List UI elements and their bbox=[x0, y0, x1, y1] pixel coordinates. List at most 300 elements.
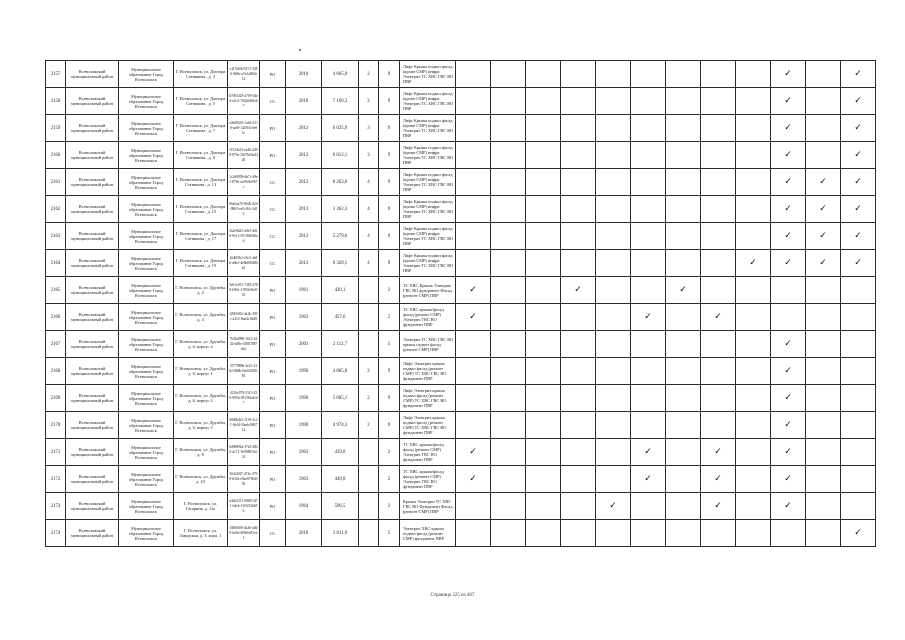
work-flag-cell bbox=[841, 520, 876, 547]
work-flag-cell bbox=[561, 412, 596, 439]
work-flag-cell bbox=[806, 223, 841, 250]
works-description-cell: Крыша Электрич ТС ХВС ГВС ВО Фундамент Фасад (ремонт СМР) ПВР bbox=[400, 493, 456, 520]
work-flag-cell bbox=[631, 115, 666, 142]
checkmark-icon: ✓ bbox=[644, 473, 652, 484]
municipality-cell: Муниципальное образование Город Всеволожск bbox=[119, 61, 174, 88]
work-flag-cell bbox=[526, 331, 561, 358]
table-row bbox=[46, 277, 876, 304]
work-flag-cell bbox=[701, 466, 736, 493]
work-flag-cell bbox=[806, 385, 841, 412]
work-flag-cell bbox=[736, 520, 771, 547]
municipality-cell: Муниципальное образование Город Всеволожск bbox=[119, 250, 174, 277]
checkmark-icon: ✓ bbox=[819, 230, 827, 241]
area-cell: 5 005,1 bbox=[322, 385, 359, 412]
work-flag-cell bbox=[841, 223, 876, 250]
work-flag-cell bbox=[701, 493, 736, 520]
area-cell: 439,8 bbox=[322, 439, 359, 466]
work-flag-cell bbox=[491, 358, 526, 385]
work-flag-cell bbox=[666, 250, 701, 277]
work-flag-cell bbox=[596, 61, 631, 88]
work-flag-cell bbox=[561, 196, 596, 223]
area-cell: 4 885,0 bbox=[322, 358, 359, 385]
work-flag-cell bbox=[771, 466, 806, 493]
row-number: 2166 bbox=[46, 304, 66, 331]
work-flag-cell bbox=[631, 250, 666, 277]
work-flag-cell bbox=[701, 331, 736, 358]
municipality-cell: Муниципальное образование Город Всеволожск bbox=[119, 385, 174, 412]
works-description-cell: Лифт Крыша подвал фасад (кроме СМР) инфра Электрич ТС ХВС ГВС ВО ПВР bbox=[400, 88, 456, 115]
work-flag-cell bbox=[596, 169, 631, 196]
works-description-cell: Лифт Электрич крыша подвал фасад (ремонт СМР) ТС ХВС ГВС ВО фундамент ПВР bbox=[400, 385, 456, 412]
table-row bbox=[46, 88, 876, 115]
work-flag-cell bbox=[561, 304, 596, 331]
floors-min-cell: 4 bbox=[359, 223, 379, 250]
year-cell: 2010 bbox=[286, 61, 322, 88]
floors-min-cell: 4 bbox=[359, 196, 379, 223]
floors-min-cell: 3 bbox=[359, 142, 379, 169]
work-flag-cell bbox=[526, 520, 561, 547]
year-cell: 1963 bbox=[286, 466, 322, 493]
checkmark-icon: ✓ bbox=[749, 257, 757, 268]
work-flag-cell bbox=[631, 88, 666, 115]
checkmark-icon: ✓ bbox=[854, 203, 862, 214]
page-number: Страница 325 из 467 bbox=[430, 593, 475, 598]
checkmark-icon: ✓ bbox=[854, 68, 862, 79]
type-cell: РО bbox=[260, 331, 286, 358]
checkmark-icon: ✓ bbox=[784, 176, 792, 187]
year-cell: 2013 bbox=[286, 223, 322, 250]
checkmark-icon: ✓ bbox=[784, 365, 792, 376]
work-flag-cell bbox=[561, 385, 596, 412]
municipality-cell: Муниципальное образование Город Всеволожск bbox=[119, 223, 174, 250]
type-cell: СС bbox=[260, 88, 286, 115]
work-flag-cell bbox=[631, 331, 666, 358]
work-flag-cell bbox=[806, 331, 841, 358]
type-cell: СС bbox=[260, 223, 286, 250]
work-flag-cell bbox=[771, 88, 806, 115]
work-flag-cell bbox=[596, 277, 631, 304]
address-cell: Г. Всеволожск, ул. Заводская, д. 3, корп. 1 bbox=[174, 520, 228, 547]
work-flag-cell bbox=[736, 169, 771, 196]
work-flag-cell bbox=[596, 331, 631, 358]
work-flag-cell bbox=[491, 196, 526, 223]
work-flag-cell bbox=[561, 169, 596, 196]
area-cell: 6 025,9 bbox=[322, 115, 359, 142]
year-cell: 1961 bbox=[286, 277, 322, 304]
type-cell: РО bbox=[260, 142, 286, 169]
work-flag-cell bbox=[701, 412, 736, 439]
work-flag-cell bbox=[841, 331, 876, 358]
checkmark-icon: ✓ bbox=[854, 149, 862, 160]
area-cell: 3 011,9 bbox=[322, 520, 359, 547]
address-cell: Г. Всеволожск, ул. Доктора Сотникова , д. 15 bbox=[174, 196, 228, 223]
work-flag-cell bbox=[666, 88, 701, 115]
work-flag-cell bbox=[771, 250, 806, 277]
year-cell: 2010 bbox=[286, 520, 322, 547]
work-flag-cell bbox=[806, 466, 841, 493]
work-flag-cell bbox=[666, 115, 701, 142]
district-cell: Всеволожский муниципальный район bbox=[66, 169, 119, 196]
address-cell: Г. Всеволожск, ул. Доктора Сотникова , д. 13 bbox=[174, 169, 228, 196]
checkmark-icon: ✓ bbox=[784, 203, 792, 214]
table-row bbox=[46, 331, 876, 358]
work-flag-cell bbox=[806, 142, 841, 169]
floors-min-cell: 3 bbox=[359, 115, 379, 142]
municipality-cell: Муниципальное образование Город Всеволожск bbox=[119, 358, 174, 385]
row-number: 2174 bbox=[46, 520, 66, 547]
row-number: 2157 bbox=[46, 61, 66, 88]
work-flag-cell bbox=[736, 493, 771, 520]
work-flag-cell bbox=[771, 493, 806, 520]
type-cell: РО bbox=[260, 277, 286, 304]
work-flag-cell bbox=[596, 493, 631, 520]
type-cell: РО bbox=[260, 412, 286, 439]
row-number: 2160 bbox=[46, 142, 66, 169]
work-flag-cell bbox=[666, 169, 701, 196]
floors-min-cell bbox=[359, 439, 379, 466]
area-cell: 457,6 bbox=[322, 304, 359, 331]
work-flag-cell bbox=[526, 358, 561, 385]
work-flag-cell bbox=[631, 466, 666, 493]
table-row bbox=[46, 439, 876, 466]
municipality-cell: Муниципальное образование Город Всеволожск bbox=[119, 88, 174, 115]
work-flag-cell bbox=[666, 142, 701, 169]
floors-max-cell: 2 bbox=[379, 466, 400, 493]
checkmark-icon: ✓ bbox=[784, 149, 792, 160]
row-number: 2168 bbox=[46, 358, 66, 385]
works-description-cell: ТС ХВС крыша/фасад фасад (ремонт СМР) Электрич ГВС ВО фундамент ПВР bbox=[400, 466, 456, 493]
district-cell: Всеволожский муниципальный район bbox=[66, 277, 119, 304]
work-flag-cell bbox=[841, 196, 876, 223]
record-code-cell: 66a5aa70-8620-4fff-9865-ee5cf61c3d12 bbox=[228, 196, 260, 223]
checkmark-icon: ✓ bbox=[679, 284, 687, 295]
address-cell: Г. Всеволожск, ул. Дружбы, д. 4 bbox=[174, 304, 228, 331]
type-cell: СС bbox=[260, 520, 286, 547]
scan-speck bbox=[299, 49, 301, 51]
work-flag-cell bbox=[806, 88, 841, 115]
work-flag-cell bbox=[841, 439, 876, 466]
work-flag-cell bbox=[456, 520, 491, 547]
work-flag-cell bbox=[631, 493, 666, 520]
work-flag-cell bbox=[841, 385, 876, 412]
work-flag-cell bbox=[596, 88, 631, 115]
table-row bbox=[46, 142, 876, 169]
address-cell: Г. Всеволожск, ул. Доктора Сотникова , д. 7 bbox=[174, 115, 228, 142]
work-flag-cell bbox=[806, 250, 841, 277]
year-cell: 2013 bbox=[286, 250, 322, 277]
work-flag-cell bbox=[771, 61, 806, 88]
work-flag-cell bbox=[456, 331, 491, 358]
work-flag-cell bbox=[806, 115, 841, 142]
work-flag-cell bbox=[736, 61, 771, 88]
floors-max-cell: 9 bbox=[379, 142, 400, 169]
area-cell: 5 279,6 bbox=[322, 223, 359, 250]
work-flag-cell bbox=[456, 142, 491, 169]
work-flag-cell bbox=[736, 277, 771, 304]
municipality-cell: Муниципальное образование Город Всеволожск bbox=[119, 439, 174, 466]
record-code-cell: 6d9689b2-f723-4822-a171-5e998816cf2f bbox=[228, 439, 260, 466]
area-cell: 449,8 bbox=[322, 466, 359, 493]
floors-min-cell bbox=[359, 277, 379, 304]
year-cell: 1964 bbox=[286, 493, 322, 520]
work-flag-cell bbox=[701, 169, 736, 196]
work-flag-cell bbox=[736, 223, 771, 250]
work-flag-cell bbox=[456, 493, 491, 520]
work-flag-cell bbox=[596, 385, 631, 412]
floors-max-cell: 9 bbox=[379, 412, 400, 439]
work-flag-cell bbox=[456, 358, 491, 385]
table-row bbox=[46, 385, 876, 412]
year-cell: 2001 bbox=[286, 331, 322, 358]
work-flag-cell bbox=[701, 142, 736, 169]
table-row bbox=[46, 304, 876, 331]
district-cell: Всеволожский муниципальный район bbox=[66, 61, 119, 88]
work-flag-cell bbox=[491, 493, 526, 520]
district-cell: Всеволожский муниципальный район bbox=[66, 439, 119, 466]
work-flag-cell bbox=[841, 250, 876, 277]
work-flag-cell bbox=[491, 385, 526, 412]
row-number: 2163 bbox=[46, 223, 66, 250]
checkmark-icon: ✓ bbox=[784, 473, 792, 484]
work-flag-cell bbox=[701, 520, 736, 547]
work-flag-cell bbox=[841, 61, 876, 88]
table-row bbox=[46, 196, 876, 223]
work-flag-cell bbox=[561, 223, 596, 250]
checkmark-icon: ✓ bbox=[784, 419, 792, 430]
work-flag-cell bbox=[491, 466, 526, 493]
floors-min-cell: 4 bbox=[359, 250, 379, 277]
area-cell: 6 328,1 bbox=[322, 250, 359, 277]
work-flag-cell bbox=[631, 304, 666, 331]
checkmark-icon: ✓ bbox=[819, 176, 827, 187]
work-flag-cell bbox=[596, 142, 631, 169]
work-flag-cell bbox=[736, 358, 771, 385]
floors-max-cell: 9 bbox=[379, 169, 400, 196]
work-flag-cell bbox=[456, 304, 491, 331]
works-description-cell: Лифт Электрич крыша подвал фасад (ремонт СМР) ТС ХВС ГВС ВО фундамент ПВР bbox=[400, 412, 456, 439]
work-flag-cell bbox=[456, 196, 491, 223]
district-cell: Всеволожский муниципальный район bbox=[66, 412, 119, 439]
checkmark-icon: ✓ bbox=[819, 203, 827, 214]
work-flag-cell bbox=[701, 304, 736, 331]
address-cell: Г. Всеволожск, ул. Гагарина, д. 11а bbox=[174, 493, 228, 520]
record-code-cell: c415f6fb-9272-4380-9d6b-a7e2a50ffe12 bbox=[228, 61, 260, 88]
work-flag-cell bbox=[526, 304, 561, 331]
work-flag-cell bbox=[456, 439, 491, 466]
work-flag-cell bbox=[771, 439, 806, 466]
floors-max-cell: 2 bbox=[379, 277, 400, 304]
work-flag-cell bbox=[806, 439, 841, 466]
floors-max-cell: 9 bbox=[379, 88, 400, 115]
work-flag-cell bbox=[666, 61, 701, 88]
works-description-cell: Лифт Крыша подвал фасад (кроме СМР) инфра Электрич ТС ХВС ГВС ВО ПВР bbox=[400, 61, 456, 88]
works-description-cell: Лифт Крыша подвал фасад (кроме СМР) инфра Электрич ТС ХВС ГВС ВО ПВР bbox=[400, 169, 456, 196]
type-cell: РО bbox=[260, 304, 286, 331]
work-flag-cell bbox=[526, 223, 561, 250]
work-flag-cell bbox=[666, 358, 701, 385]
row-number: 2161 bbox=[46, 169, 66, 196]
type-cell: СС bbox=[260, 196, 286, 223]
type-cell: РО bbox=[260, 493, 286, 520]
work-flag-cell bbox=[736, 196, 771, 223]
floors-min-cell bbox=[359, 304, 379, 331]
municipality-cell: Муниципальное образование Город Всеволожск bbox=[119, 277, 174, 304]
record-code-cell: 3577889b-2e21-4162-8b8b-fbe02028183 bbox=[228, 358, 260, 385]
row-number: 2165 bbox=[46, 277, 66, 304]
type-cell: РО bbox=[260, 115, 286, 142]
table-row bbox=[46, 493, 876, 520]
checkmark-icon: ✓ bbox=[784, 500, 792, 511]
floors-max-cell: 9 bbox=[379, 358, 400, 385]
work-flag-cell bbox=[736, 439, 771, 466]
year-cell: 2012 bbox=[286, 115, 322, 142]
work-flag-cell bbox=[561, 520, 596, 547]
floors-max-cell: 9 bbox=[379, 115, 400, 142]
type-cell: РО bbox=[260, 466, 286, 493]
address-cell: Г. Всеволожск, ул. Дружбы, д. 6, корпус 3 bbox=[174, 412, 228, 439]
works-description-cell: ТС ХВС Крыша Электрич ГВС ВО фундамент Фасад (ремонт СМР) ПВР bbox=[400, 277, 456, 304]
record-code-cell: fb2e9d25-a9e5-4d16-9e12-07c99d3f6ad bbox=[228, 223, 260, 250]
district-cell: Всеволожский муниципальный район bbox=[66, 358, 119, 385]
area-cell: 4 665,9 bbox=[322, 61, 359, 88]
row-number: 2158 bbox=[46, 88, 66, 115]
district-cell: Всеволожский муниципальный район bbox=[66, 331, 119, 358]
type-cell: РО bbox=[260, 61, 286, 88]
table-row bbox=[46, 412, 876, 439]
work-flag-cell bbox=[771, 304, 806, 331]
type-cell: СС bbox=[260, 250, 286, 277]
work-flag-cell bbox=[666, 439, 701, 466]
work-flag-cell bbox=[771, 412, 806, 439]
area-cell: 3 362,3 bbox=[322, 196, 359, 223]
checkmark-icon: ✓ bbox=[644, 446, 652, 457]
work-flag-cell bbox=[526, 385, 561, 412]
year-cell: 2013 bbox=[286, 169, 322, 196]
work-flag-cell bbox=[491, 331, 526, 358]
work-flag-cell bbox=[456, 277, 491, 304]
checkmark-icon: ✓ bbox=[714, 311, 722, 322]
checkmark-icon: ✓ bbox=[469, 446, 477, 457]
work-flag-cell bbox=[561, 142, 596, 169]
work-flag-cell bbox=[561, 466, 596, 493]
work-flag-cell bbox=[841, 115, 876, 142]
work-flag-cell bbox=[736, 331, 771, 358]
floors-min-cell: 4 bbox=[359, 169, 379, 196]
checkmark-icon: ✓ bbox=[714, 473, 722, 484]
works-description-cell: Электрич ТС ХВС ГВС ВО крыша подвал фасад (ремонт СМР) ПВР bbox=[400, 331, 456, 358]
district-cell: Всеволожский муниципальный район bbox=[66, 466, 119, 493]
work-flag-cell bbox=[491, 277, 526, 304]
work-flag-cell bbox=[526, 115, 561, 142]
table-row bbox=[46, 520, 876, 547]
work-flag-cell bbox=[596, 466, 631, 493]
work-flag-cell bbox=[701, 439, 736, 466]
work-flag-cell bbox=[456, 385, 491, 412]
work-flag-cell bbox=[526, 439, 561, 466]
works-description-cell: ТС ХВС крыша/фасад фасад (ремонт СМР) Электрич ГВС ВО фундамент ПВР bbox=[400, 439, 456, 466]
works-description-cell: Лифт Электрич крыша подвал фасад (ремонт СМР) ТС ХВС ГВС ВО фундамент ПВР bbox=[400, 358, 456, 385]
municipality-cell: Муниципальное образование Город Всеволожск bbox=[119, 142, 174, 169]
work-flag-cell bbox=[666, 412, 701, 439]
works-description-cell: Электрич ХВС крыша подвал фасад (ремонт СМР) фундамент ПВР bbox=[400, 520, 456, 547]
work-flag-cell bbox=[841, 88, 876, 115]
work-flag-cell bbox=[631, 223, 666, 250]
work-flag-cell bbox=[666, 196, 701, 223]
work-flag-cell bbox=[561, 88, 596, 115]
checkmark-icon: ✓ bbox=[784, 446, 792, 457]
work-flag-cell bbox=[701, 358, 736, 385]
floors-min-cell bbox=[359, 466, 379, 493]
work-flag-cell bbox=[736, 88, 771, 115]
table-row bbox=[46, 466, 876, 493]
work-flag-cell bbox=[491, 439, 526, 466]
address-cell: Г. Всеволожск, ул. Доктора Сотникова , д. 3 bbox=[174, 61, 228, 88]
area-cell: 596,5 bbox=[322, 493, 359, 520]
row-number: 2173 bbox=[46, 493, 66, 520]
area-cell: 4 974,3 bbox=[322, 412, 359, 439]
work-flag-cell bbox=[561, 61, 596, 88]
year-cell: 1990 bbox=[286, 412, 322, 439]
municipality-cell: Муниципальное образование Город Всеволожск bbox=[119, 304, 174, 331]
work-flag-cell bbox=[596, 520, 631, 547]
work-flag-cell bbox=[526, 142, 561, 169]
municipality-cell: Муниципальное образование Город Всеволожск bbox=[119, 196, 174, 223]
row-number: 2170 bbox=[46, 412, 66, 439]
table-row bbox=[46, 61, 876, 88]
work-flag-cell bbox=[631, 358, 666, 385]
work-flag-cell bbox=[456, 412, 491, 439]
checkmark-icon: ✓ bbox=[609, 500, 617, 511]
floors-max-cell: 9 bbox=[379, 196, 400, 223]
work-flag-cell bbox=[561, 250, 596, 277]
work-flag-cell bbox=[491, 169, 526, 196]
work-flag-cell bbox=[736, 142, 771, 169]
work-flag-cell bbox=[456, 115, 491, 142]
year-cell: 2012 bbox=[286, 142, 322, 169]
work-flag-cell bbox=[841, 169, 876, 196]
checkmark-icon: ✓ bbox=[784, 95, 792, 106]
work-flag-cell bbox=[596, 196, 631, 223]
district-cell: Всеволожский муниципальный район bbox=[66, 304, 119, 331]
checkmark-icon: ✓ bbox=[854, 527, 862, 538]
row-number: 2172 bbox=[46, 466, 66, 493]
floors-max-cell: 2 bbox=[379, 439, 400, 466]
work-flag-cell bbox=[456, 250, 491, 277]
checkmark-icon: ✓ bbox=[784, 392, 792, 403]
work-flag-cell bbox=[841, 277, 876, 304]
work-flag-cell bbox=[771, 358, 806, 385]
address-cell: Г. Всеволожск, ул. Доктора Сотникова , д. 19 bbox=[174, 250, 228, 277]
work-flag-cell bbox=[771, 196, 806, 223]
work-flag-cell bbox=[771, 277, 806, 304]
work-flag-cell bbox=[806, 169, 841, 196]
floors-max-cell: 2 bbox=[379, 304, 400, 331]
work-flag-cell bbox=[806, 277, 841, 304]
row-number: 2169 bbox=[46, 385, 66, 412]
checkmark-icon: ✓ bbox=[784, 68, 792, 79]
work-flag-cell bbox=[631, 520, 666, 547]
work-flag-cell bbox=[701, 277, 736, 304]
work-flag-cell bbox=[491, 88, 526, 115]
district-cell: Всеволожский муниципальный район bbox=[66, 520, 119, 547]
work-flag-cell bbox=[806, 493, 841, 520]
work-flag-cell bbox=[526, 61, 561, 88]
floors-min-cell: 2 bbox=[359, 88, 379, 115]
floors-max-cell: 5 bbox=[379, 520, 400, 547]
year-cell: 1963 bbox=[286, 439, 322, 466]
work-flag-cell bbox=[631, 412, 666, 439]
work-flag-cell bbox=[631, 439, 666, 466]
